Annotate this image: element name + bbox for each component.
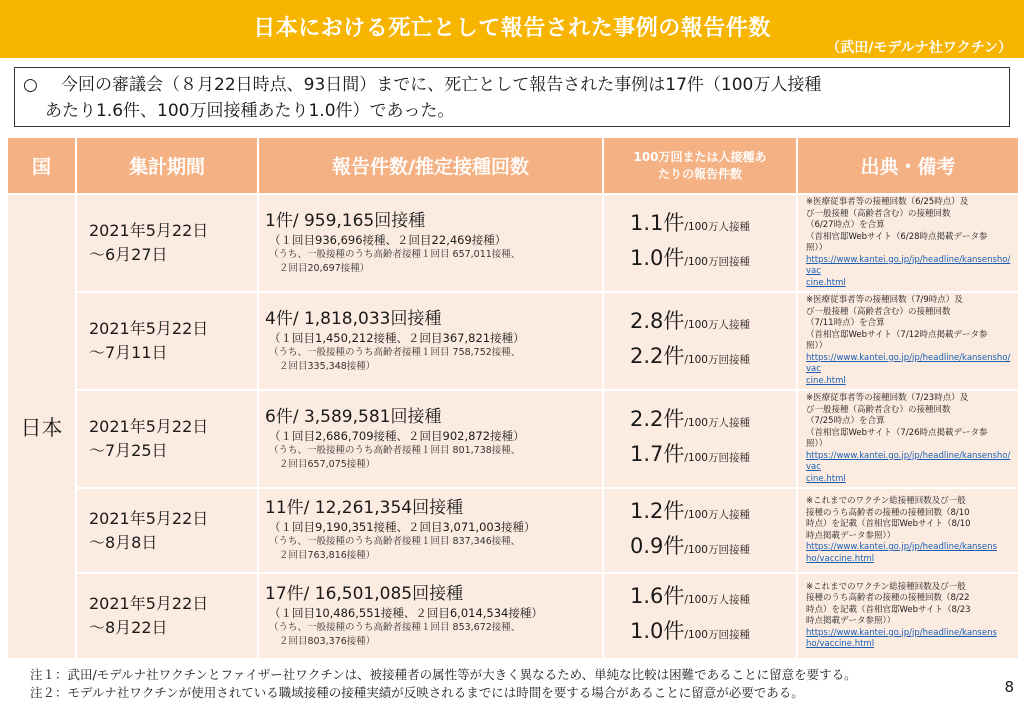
header-reports: 報告件数/推定接種回数 <box>258 138 603 194</box>
reports-cell: 11件/ 12,261,354回接種 （１回目9,190,351接種、２回目3,071,003接種） （うち、一般接種のうち高齢者接種１回目 837,346接種、 ２回目763,816接種） <box>258 488 603 573</box>
rate-cell: 2.8件/100万人接種 2.2件/100万回接種 <box>603 292 797 390</box>
header-source: 出典・備考 <box>797 138 1018 194</box>
rate-cell: 1.2件/100万人接種 0.9件/100万回接種 <box>603 488 797 573</box>
page-number: 8 <box>1004 678 1014 696</box>
table-row <box>8 390 1018 488</box>
header-rate: 100万回または人接種あ たりの報告件数 <box>603 138 797 194</box>
summary-line-1 <box>23 72 999 98</box>
footnote-2: 注２：モデルナ社ワクチンが使用されている職域接種の接種実績が反映されるまでには時間を要する場合があることに留意が必要である。 <box>30 685 804 700</box>
period-cell: 2021年5月22日 〜8月8日 <box>76 488 258 573</box>
report-table <box>8 138 1018 658</box>
reports-cell: 4件/ 1,818,033回接種 （１回目1,450,212接種、２回目367,821接種） （うち、一般接種のうち高齢者接種１回目 758,752接種、 ２回目335,348接種） <box>258 292 603 390</box>
table-row <box>8 292 1018 390</box>
source-link[interactable]: https://www.kantei.go.jp/jp/headline/kansensho/vac cine.html <box>806 450 1011 484</box>
header-country: 国 <box>8 138 76 194</box>
title-bar <box>0 0 1024 58</box>
source-link[interactable]: https://www.kantei.go.jp/jp/headline/kansens ho/vaccine.html <box>806 542 997 564</box>
summary-text-1: 今回の審議会（８月22日時点、93日間）までに、死亡として報告された事例は17件（100万人接種 <box>61 75 822 95</box>
source-cell: ※医療従事者等の接種回数（6/25時点）及 び一般接種（高齢者含む）の接種回数 （6/27時点）を合算 （首相官邸Webサイト（6/28時点掲載データ参 照）） https://www.kantei.go.jp/jp/headline/kansensho/vac cine.html <box>797 194 1018 292</box>
header-period: 集計期間 <box>76 138 258 194</box>
reports-cell: 17件/ 16,501,085回接種 （１回目10,486,551接種、２回目6,014,534接種） （うち、一般接種のうち高齢者接種１回目 853,672接種、 ２回目803,376接種） <box>258 573 603 658</box>
source-cell: ※医療従事者等の接種回数（7/9時点）及 び一般接種（高齢者含む）の接種回数 （7/11時点）を合算 （首相官邸Webサイト（7/12時点掲載データ参 照）） https://www.kantei.go.jp/jp/headline/kansensho/vac cine.html <box>797 292 1018 390</box>
page-title: 日本における死亡として報告された事例の報告件数 <box>253 16 771 41</box>
period-cell: 2021年5月22日 〜8月22日 <box>76 573 258 658</box>
source-cell: ※これまでのワクチン総接種回数及び一般 接種のうち高齢者の接種の接種回数（8/10 時点）を記載（首相官邸Webサイト（8/10 時点掲載データ参照）） https://www.kantei.go.jp/jp/headline/kansens ho/vaccine.html <box>797 488 1018 573</box>
reports-cell: 1件/ 959,165回接種 （１回目936,696接種、２回目22,469接種） （うち、一般接種のうち高齢者接種１回目 657,011接種、 ２回目20,697接種） <box>258 194 603 292</box>
source-link[interactable]: https://www.kantei.go.jp/jp/headline/kansensho/vac cine.html <box>806 254 1011 288</box>
table-row <box>8 488 1018 573</box>
footnotes <box>30 666 857 702</box>
rate-cell: 1.6件/100万人接種 1.0件/100万回接種 <box>603 573 797 658</box>
rate-cell: 2.2件/100万人接種 1.7件/100万回接種 <box>603 390 797 488</box>
page-subtitle: （武田/モデルナ社ワクチン） <box>826 40 1012 56</box>
country-cell: 日本 <box>8 194 76 658</box>
period-cell: 2021年5月22日 〜6月27日 <box>76 194 258 292</box>
circle-bullet-icon: ○ <box>23 75 38 95</box>
period-cell: 2021年5月22日 〜7月11日 <box>76 292 258 390</box>
summary-box <box>14 67 1010 127</box>
rate-cell: 1.1件/100万人接種 1.0件/100万回接種 <box>603 194 797 292</box>
table-row <box>8 573 1018 658</box>
period-cell: 2021年5月22日 〜7月25日 <box>76 390 258 488</box>
summary-text-2: あたり1.6件、100万回接種あたり1.0件）であった。 <box>45 101 455 121</box>
table-header-row <box>8 138 1018 194</box>
footnote-1: 注１：武田/モデルナ社ワクチンとファイザー社ワクチンは、被接種者の属性等が大きく異なるため、単純な比較は困難であることに留意を要する。 <box>30 667 857 682</box>
source-link[interactable]: https://www.kantei.go.jp/jp/headline/kansensho/vac cine.html <box>806 352 1011 386</box>
reports-cell: 6件/ 3,589,581回接種 （１回目2,686,709接種、２回目902,872接種） （うち、一般接種のうち高齢者接種１回目 801,738接種、 ２回目657,075接種） <box>258 390 603 488</box>
table-row <box>8 194 1018 292</box>
source-cell: ※これまでのワクチン総接種回数及び一般 接種のうち高齢者の接種の接種回数（8/22 時点）を記載（首相官邸Webサイト（8/23 時点掲載データ参照）） https://www.kantei.go.jp/jp/headline/kansens ho/vaccine.html <box>797 573 1018 658</box>
source-cell: ※医療従事者等の接種回数（7/23時点）及 び一般接種（高齢者含む）の接種回数 （7/25時点）を合算 （首相官邸Webサイト（7/26時点掲載データ参 照）） https://www.kantei.go.jp/jp/headline/kansensho/vac cine.html <box>797 390 1018 488</box>
source-link[interactable]: https://www.kantei.go.jp/jp/headline/kansens ho/vaccine.html <box>806 627 997 649</box>
